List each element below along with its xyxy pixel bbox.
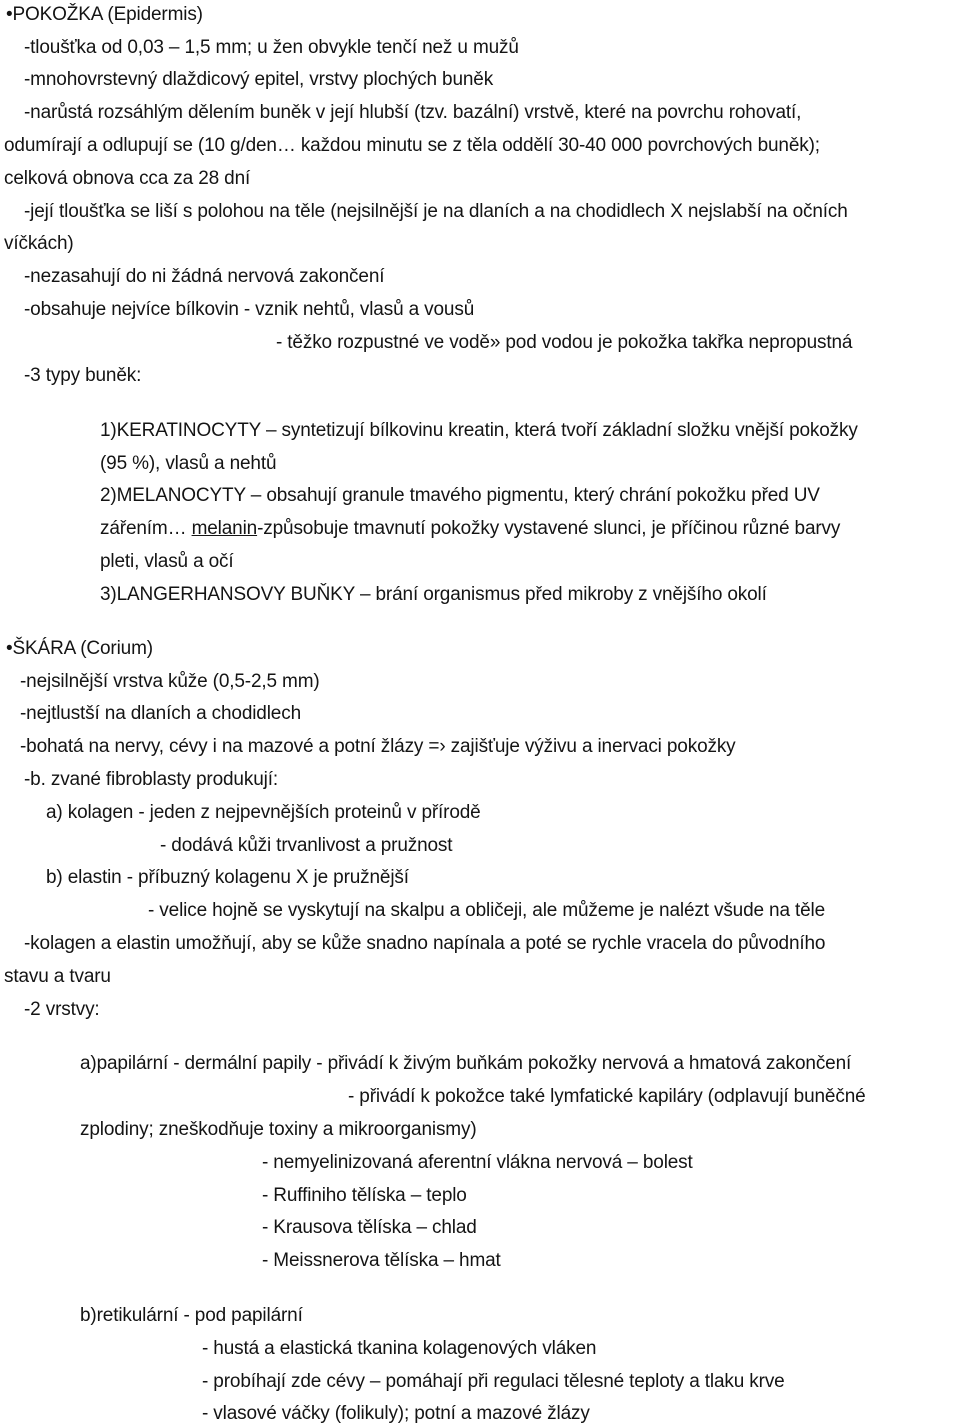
epidermis-line: víčkách) [4, 233, 74, 254]
layer-papillary-line: - Meissnerova tělíska – hmat [262, 1250, 501, 1271]
corium-line: -bohatá na nervy, cévy i na mazové a potní žlázy =› zajišťuje výživu a inervaci pokožky [20, 736, 736, 757]
layer-reticular-line: - probíhají zde cévy – pomáhají při regulaci tělesné teploty a tlaku krve [202, 1371, 785, 1392]
corium-line: stavu a tvaru [4, 966, 111, 987]
corium-line: -kolagen a elastin umožňují, aby se kůže snadno napínala a poté se rychle vracela do původního [24, 933, 826, 954]
corium-list-item-b-cont: - velice hojně se vyskytují na skalpu a obličeji, ale můžeme je nalézt všude na těle [148, 900, 826, 921]
epidermis-line: odumírají a odlupují se (10 g/den… každou minutu se z těla oddělí 30-40 000 povrchových buněk); [4, 135, 820, 156]
corium-list-item-b: b) elastin - příbuzný kolagenu X je pružnější [46, 867, 409, 888]
epidermis-line: - těžko rozpustné ve vodě» pod vodou je pokožka takřka nepropustná [276, 332, 853, 353]
corium-list-item-a-cont: - dodává kůži trvanlivost a pružnost [160, 835, 453, 856]
layer-reticular-line: - vlasové váčky (folikuly); potní a mazové žlázy [202, 1403, 590, 1424]
layer-papillary: a)papilární - dermální papily - přivádí k živým buňkám pokožky nervová a hmatová zakončení [80, 1053, 852, 1074]
cell-type-keratinocytes: 1)KERATINOCYTY – syntetizují bílkovinu kreatin, která tvoří základní složku vnější pokožky [100, 420, 858, 441]
melanocytes-prefix: zářením… [100, 518, 192, 539]
epidermis-line: -její tloušťka se liší s polohou na těle (nejsilnější je na dlaních a na chodidlech X nejslabší na očních [24, 201, 848, 222]
cell-type-melanocytes-cont: pleti, vlasů a očí [100, 551, 234, 572]
layer-reticular: b)retikulární - pod papilární [80, 1305, 303, 1326]
layer-reticular-line: - hustá a elastická tkanina kolagenových vláken [202, 1338, 597, 1359]
corium-line: -nejsilnější vrstva kůže (0,5-2,5 mm) [20, 671, 320, 692]
corium-list-item-a: a) kolagen - jeden z nejpevnějších proteinů v přírodě [46, 802, 481, 823]
epidermis-line: -mnohovrstevný dlaždicový epitel, vrstvy plochých buněk [24, 69, 494, 90]
cell-type-keratinocytes-cont: (95 %), vlasů a nehtů [100, 453, 277, 474]
heading-corium: •ŠKÁRA (Corium) [6, 638, 153, 659]
epidermis-line: -tloušťka od 0,03 – 1,5 mm; u žen obvykle tenčí než u mužů [24, 37, 519, 58]
corium-line: -nejtlustší na dlaních a chodidlech [20, 703, 301, 724]
melanin-term: melanin [191, 518, 258, 539]
epidermis-line: -narůstá rozsáhlým dělením buněk v její hlubší (tzv. bazální) vrstvě, které na povrchu rohovatí, [24, 102, 802, 123]
corium-line: -b. zvané fibroblasty produkují: [24, 769, 278, 790]
layer-papillary-line: - přivádí k pokožce také lymfatické kapiláry (odplavují buněčné [348, 1086, 866, 1107]
corium-line: -2 vrstvy: [24, 999, 100, 1020]
cell-type-melanocytes: 2)MELANOCYTY – obsahují granule tmavého pigmentu, který chrání pokožku před UV [100, 485, 820, 506]
epidermis-line: -3 typy buněk: [24, 365, 142, 386]
layer-papillary-line: zplodiny; zneškodňuje toxiny a mikroorganismy) [80, 1119, 477, 1140]
cell-type-langerhans: 3)LANGERHANSOVY BUŇKY – brání organismus před mikroby z vnějšího okolí [100, 584, 767, 605]
cell-type-melanocytes-cont [100, 515, 840, 543]
layer-papillary-line: - Krausova tělíska – chlad [262, 1217, 477, 1238]
epidermis-line: -obsahuje nejvíce bílkovin - vznik nehtů, vlasů a vousů [24, 299, 475, 320]
layer-papillary-line: - Ruffiniho tělíska – teplo [262, 1185, 467, 1206]
epidermis-line: celková obnova cca za 28 dní [4, 168, 251, 189]
melanocytes-suffix: -způsobuje tmavnutí pokožky vystavené slunci, je příčinou různé barvy [257, 518, 841, 539]
layer-papillary-line: - nemyelinizovaná aferentní vlákna nervová – bolest [262, 1152, 693, 1173]
epidermis-line: -nezasahují do ni žádná nervová zakončení [24, 266, 385, 287]
heading-epidermis: •POKOŽKA (Epidermis) [6, 4, 203, 25]
